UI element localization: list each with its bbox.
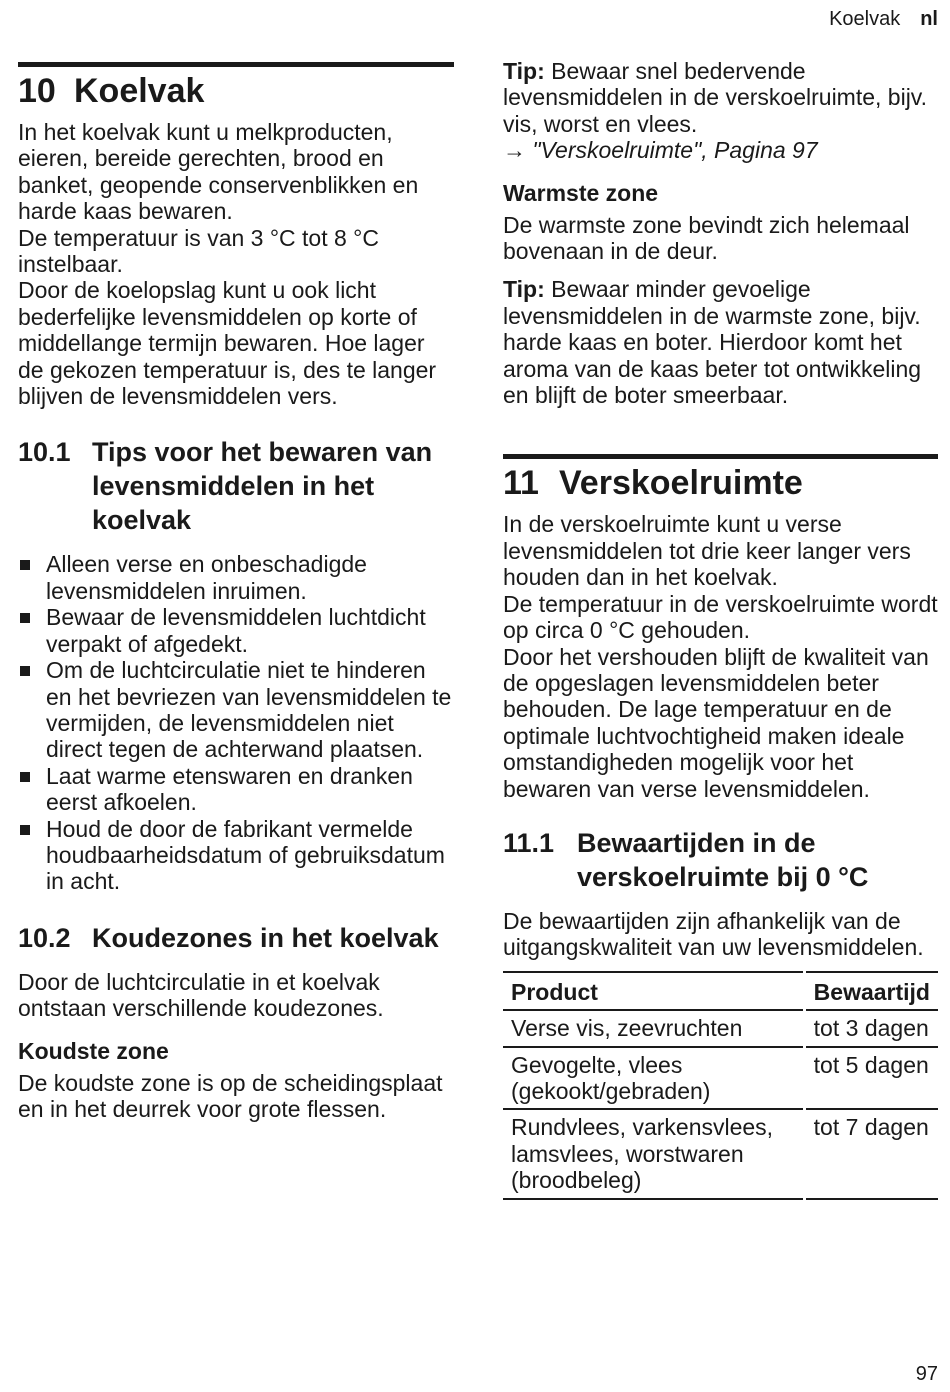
table-row [503,1109,938,1198]
section-title: Tips voor het bewaren van levensmiddelen in het koelvak [92,437,433,536]
section-10-1-heading [18,435,454,537]
paragraph: De warmste zone bevindt zich helemaal bovenaan in de deur. [503,211,910,265]
section-title: Bewaartijden in de verskoelruimte bij 0 °C [577,827,869,892]
section-rule [503,454,938,459]
column-header-product: Product [503,972,804,1010]
tip-text: Bewaar snel bedervende levensmiddelen in de verskoelruimte, bijv. vis, worst en vlees. [503,58,927,137]
table-cell-storage-time: tot 5 dagen [804,1047,938,1110]
page-number: 97 [915,1363,938,1385]
storage-times-table [503,971,938,1200]
paragraph: In het koelvak kunt u melkproducten, eieren, bereide gerechten, brood en banket, geopende conservenblikken en harde kaas bewaren. [18,119,419,225]
header-section-title: Koelvak [829,8,901,30]
table-cell-product: Rundvlees, varkensvlees, lamsvlees, worstwaren (broodbeleg) [503,1109,804,1198]
subheading-warmste-zone: Warmste zone [503,179,659,206]
list-item: Alleen verse en onbeschadigde levensmiddelen inruimen. [18,551,454,604]
section-number: 11.1 [503,827,555,858]
section-rule [18,62,454,67]
paragraph: Door de koelopslag kunt u ook licht bederfelijke levensmiddelen op korte of middellange termijn bewaren. Hoe lager de gekozen temperatuur is, des te langer blijven de levensmiddelen vers. [18,277,437,410]
table-cell-storage-time: tot 7 dagen [804,1109,938,1198]
section-number: 11 [503,464,539,503]
table-cell-product: Verse vis, zeevruchten [503,1010,804,1046]
header-language-code: nl [920,8,938,30]
column-header-storage-time: Bewaartijd [804,972,938,1010]
paragraph: In de verskoelruimte kunt u verse levensmiddelen tot drie keer langer vers houden dan in het koelvak. [503,511,911,591]
paragraph: Door het vershouden blijft de kwaliteit van de opgeslagen levensmiddelen beter behouden. De lage temperatuur en de optimale luchtvochtigheid maken ideale omstandigheden mogelijk voor het bewaren van verse levensmiddelen. [503,643,929,802]
section-number: 10.1 [18,437,71,468]
tip-text: Bewaar minder gevoelige levensmiddelen in de warmste zone, bijv. harde kaas en boter. Hierdoor komt het aroma van de kaas beter tot ontwikkeling en blijft de boter smeerbaar. [503,276,922,409]
left-column [18,0,454,1122]
subheading-koudste-zone: Koudste zone [18,1037,169,1064]
right-column [503,0,938,1200]
tip-label: Tip: [503,276,545,303]
list-item: Bewaar de levensmiddelen luchtdicht verpakt of afgedekt. [18,604,454,657]
tip-label: Tip: [503,58,545,84]
section-11-1-heading [503,826,938,894]
section-11-heading [503,463,938,503]
paragraph: De temperatuur in de verskoelruimte wordt op circa 0 °C gehouden. [503,590,938,644]
list-item: Houd de door de fabrikant vermelde houdbaarheidsdatum of gebruiksdatum in acht. [18,816,454,895]
section-title: Koelvak [74,72,205,110]
paragraph: De temperatuur is van 3 °C tot 8 °C instelbaar. [18,224,379,278]
paragraph: De bewaartijden zijn afhankelijk van de uitgangskwaliteit van uw levensmiddelen. [503,907,924,961]
table-row [503,1047,938,1110]
section-title: Koudezones in het koelvak [92,922,439,953]
table-row [503,1010,938,1046]
section-number: 10 [18,72,56,110]
section-title: Verskoelruimte [559,464,803,503]
table-cell-product: Gevogelte, vlees (gekookt/gebraden) [503,1047,804,1110]
section-10-heading [18,71,454,111]
paragraph: Door de luchtcirculatie in et koelvak ontstaan verschillende koudezones. [18,968,384,1022]
tips-list [18,551,454,894]
list-item: Om de luchtcirculatie niet te hinderen en het bevriezen van levensmiddelen te vermijden, de levensmiddelen niet direct tegen de achterwand plaatsen. [18,657,454,763]
paragraph: De koudste zone is op de scheidingsplaat en in het deurrek voor grote flessen. [18,1069,443,1122]
section-10-2-heading [18,921,454,955]
table-cell-storage-time: tot 3 dagen [804,1010,938,1046]
cross-reference-link[interactable]: → "Verskoelruimte", Pagina 97 [503,137,818,164]
tip-paragraph [503,276,938,408]
list-item: Laat warme etenswaren en dranken eerst afkoelen. [18,763,454,816]
table-header-row [503,972,938,1010]
section-number: 10.2 [18,922,71,953]
tip-paragraph [503,58,938,137]
